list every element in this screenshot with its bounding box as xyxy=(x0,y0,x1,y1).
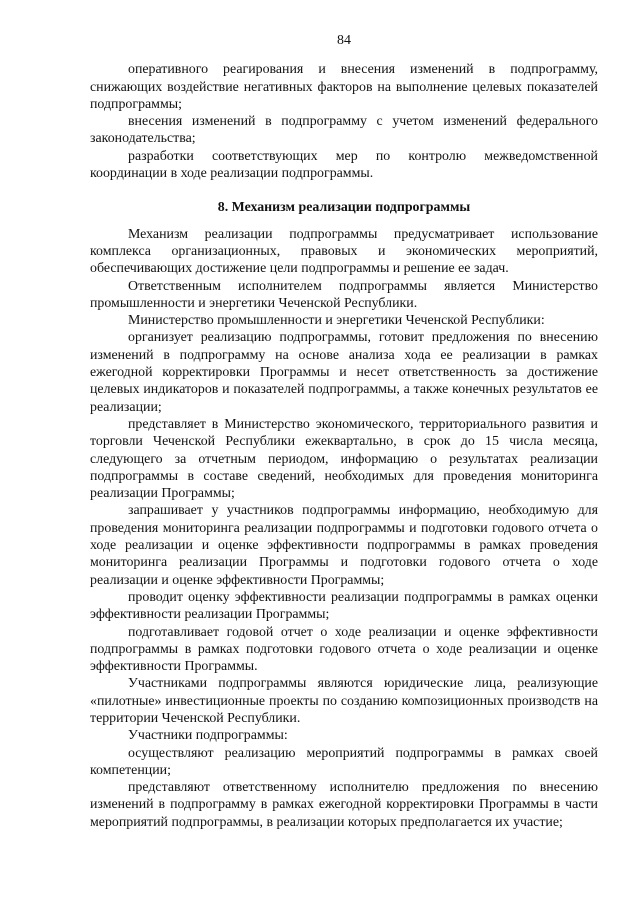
section-heading: 8. Механизм реализации подпрограммы xyxy=(217,200,471,216)
paragraph: Министерство промышленности и энергетики Чеченской Республики: xyxy=(128,313,545,329)
paragraph: осуществляют реализацию мероприятий подпрограммы в рамках своей компетенции; xyxy=(90,745,598,778)
paragraph: проводит оценку эффективности реализации подпрограммы в рамках оценки эффективности реализации Программы; xyxy=(90,589,598,623)
paragraph: Механизм реализации подпрограммы предусматривает использование комплекса организационных, правовых и экономических мероприятий, обеспечивающих достижение цели подпрограммы и решение ее задач. xyxy=(90,226,598,277)
paragraph: внесения изменений в подпрограмму с учетом изменений федерального законодательства; xyxy=(90,114,598,147)
paragraph: Ответственным исполнителем подпрограммы является Министерство промышленности и энергетики Чеченской Республики. xyxy=(90,278,598,311)
paragraph: запрашивает у участников подпрограммы информацию, необходимую для проведения мониторинга реализации подпрограммы и подготовки годового отчета о ходе реализации и оценке эффективности подпрограммы в рамках проведения мониторинга реализации Программы и подготовки годового отчета о ходе реализации и оценке эффективности Программы; xyxy=(90,503,598,588)
paragraph: Участниками подпрограммы являются юридические лица, реализующие «пилотные» инвестиционные проекты по созданию композиционных производств на территории Чеченской Республики. xyxy=(90,676,598,726)
paragraph: представляют ответственному исполнителю предложения по внесению изменений в подпрограмму в рамках ежегодной корректировки Программы в части мероприятий подпрограммы, в реализации которых предполагается их участие; xyxy=(90,780,598,830)
page-number: 84 xyxy=(337,33,351,48)
paragraph: Участники подпрограммы: xyxy=(128,728,288,744)
paragraph: разработки соответствующих мер по контролю межведомственной координации в ходе реализации подпрограммы. xyxy=(90,148,598,182)
paragraph: организует реализацию подпрограммы, готовит предложения по внесению изменений в подпрограмму на основе анализа хода ее реализации в рамках ежегодной корректировки Программы и несет ответственность за достижение целевых индикаторов и показателей подпрограммы, а также конечных результатов ее реализации; xyxy=(90,330,598,415)
document-page xyxy=(90,32,598,831)
paragraph: оперативного реагирования и внесения изменений в подпрограмму, снижающих воздействие негативных факторов на выполнение целевых показателей подпрограммы; xyxy=(90,62,598,112)
paragraph: подготавливает годовой отчет о ходе реализации и оценке эффективности подпрограммы в рамках подготовки годового отчета о ходе реализации и оценке эффективности Программы. xyxy=(90,624,598,675)
paragraph: представляет в Министерство экономического, территориального развития и торговли Чеченской Республики ежеквартально, в срок до 15 числа месяца, следующего за отчетным периодом, информацию о результатах реализации подпрограммы в составе сведений, необходимых для проведения мониторинга реализации Программы; xyxy=(90,416,598,502)
